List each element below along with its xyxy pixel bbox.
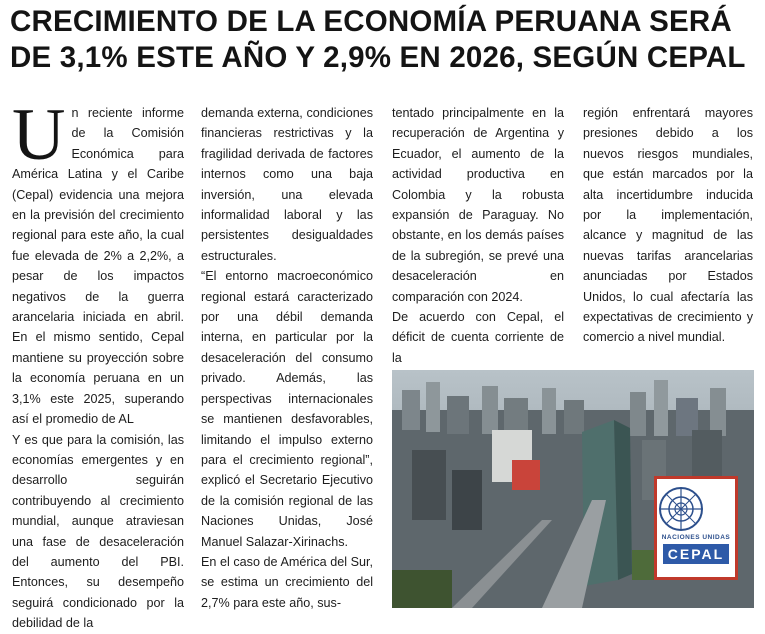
un-emblem-icon: [657, 485, 705, 533]
cepal-logo: [654, 476, 738, 580]
paragraph: [12, 94, 184, 430]
paragraph: De acuerdo con Cepal, el déficit de cuenta corriente de la: [392, 310, 564, 365]
headline-line-2: DE 3,1% ESTE AÑO Y 2,9% EN 2026, SEGÚN CEPAL: [10, 41, 746, 74]
paragraph: demanda externa, condiciones financieras restrictivas y la fragilidad derivada de factores internos como una baja inversión, una elevada informalidad laboral y las persistentes desigualdades estructurales.: [201, 106, 373, 263]
drop-cap: U: [12, 94, 66, 176]
logo-org-text: NACIONES UNIDAS: [661, 534, 731, 541]
logo-brand-text: CEPAL: [663, 544, 729, 564]
paragraph: “El entorno macroeconómico regional estará caracterizado por una débil demanda interna, en particular por la desaceleración del consumo privado. Además, las perspectivas internacionales se mantienen desfavorables, limitando el impulso externo para el crecimiento regional”, explicó el Secretario Ejecutivo de la comisión regional de las Naciones Unidas, José Manuel Salazar-Xirinachs.: [201, 269, 373, 549]
article-column-4: [583, 103, 753, 348]
city-skyline-photo: [392, 370, 754, 608]
paragraph-text: n reciente informe de la Comisión Económica para América Latina y el Caribe (Cepal) evidencia una mejora en la previsión del crecimiento regional para este año, la cual fue elevada de 2% a 2,2%, a pesar de los impactos negativos de la guerra arancelaria iniciada en abril. En el mismo sentido, Cepal mantiene su proyección sobre la economía peruana en un 3,1% este 2025, superando así el promedio de AL: [12, 106, 184, 427]
article-column-1: [12, 94, 184, 634]
headline: [10, 4, 760, 76]
paragraph: En el caso de América del Sur, se estima un crecimiento del 2,7% para este año, sus-: [201, 554, 373, 610]
article-column-2: [201, 103, 373, 613]
paragraph: Y es que para la comisión, las economías emergentes y en desarrollo seguirán contribuyendo al crecimiento mundial, aunque atraviesan una fase de desaceleración del aumento del PBI. Entonces, su desempeño seguirá condicionado por la debilidad de la: [12, 432, 184, 631]
article-column-3: [392, 103, 564, 368]
paragraph: tentado principalmente en la recuperación de Argentina y Ecuador, el aumento de la actividad productiva en Colombia y la robusta expansión de Paraguay. No obstante, en los demás países de la subregión, se prevé una desaceleración en comparación con 2024.: [392, 106, 564, 304]
headline-line-1: CRECIMIENTO DE LA ECONOMÍA PERUANA SERÁ: [10, 5, 732, 38]
paragraph: región enfrentará mayores presiones debido a los nuevos riesgos mundiales, que están marcados por la alta incertidumbre inducida por la implementación, alcance y magnitud de las nuevas tarifas arancelarias anunciadas por Estados Unidos, lo cual afectaría las expectativas de crecimiento y comercio a nivel mundial.: [583, 106, 753, 345]
